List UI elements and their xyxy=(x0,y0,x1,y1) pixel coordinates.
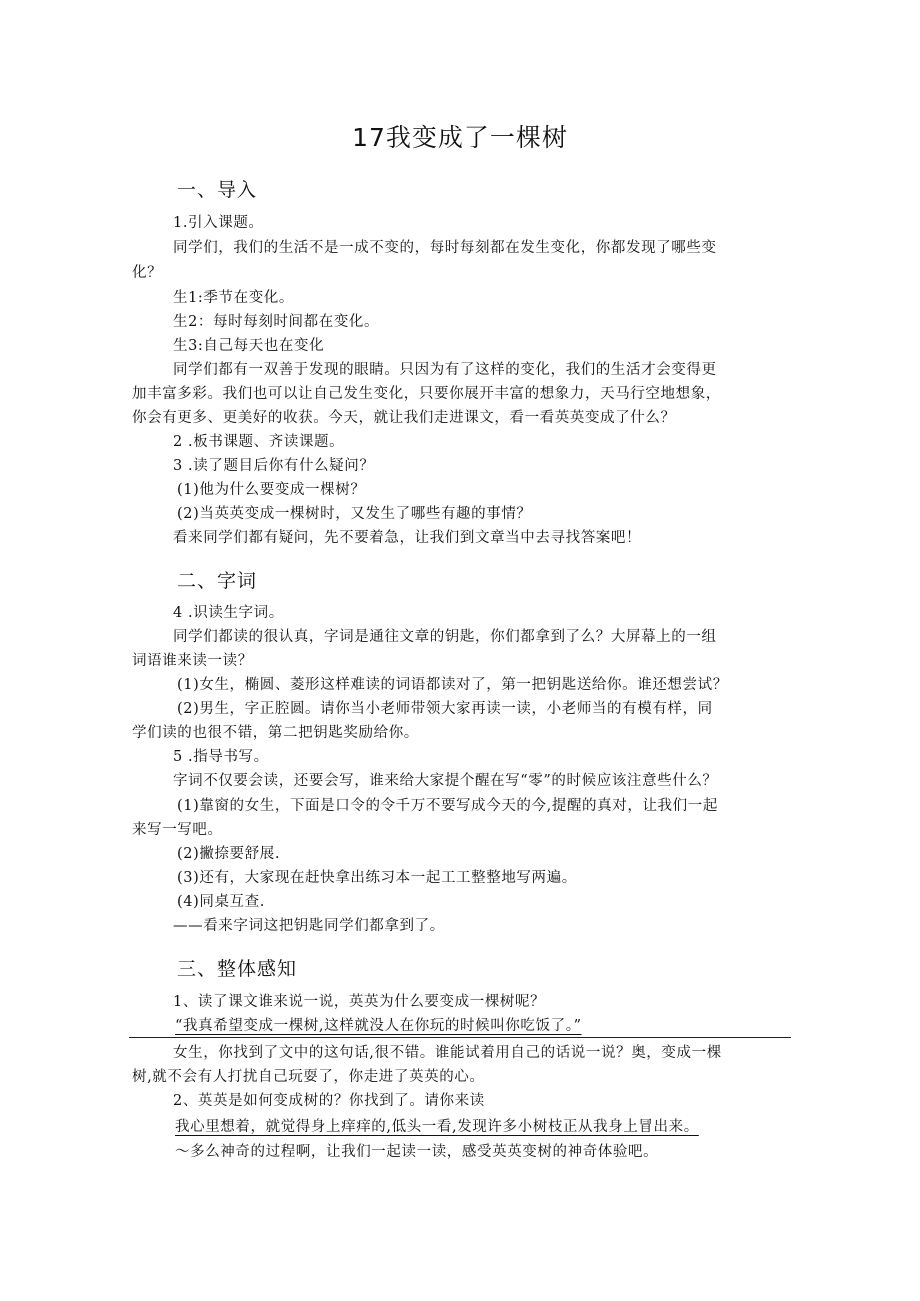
text-line: 2、英英是如何变成树的？你找到了。请你来读 xyxy=(173,1093,485,1109)
text-line: 同学们都有一双善于发现的眼睛。只因为有了这样的变化，我们的生活才会变得更 xyxy=(173,362,717,378)
quoted-sentence: “我真希望变成一棵树,这样就没人在你玩的时候叫你吃饭了。” xyxy=(175,1018,582,1034)
text-line: (2)男生，字正腔圆。请你当小老师带领大家再读一读，小老师当的有模有样，同 xyxy=(177,701,713,717)
text-line: 词语谁来读一读？ xyxy=(132,653,253,669)
text-line: 生3:自己每天也在变化 xyxy=(173,338,325,354)
text-line: 树,就不会有人打扰自己玩耍了，你走进了英英的心。 xyxy=(132,1069,485,1085)
section-heading-overall: 三、整体感知 xyxy=(177,958,298,980)
section-heading-intro: 一、导入 xyxy=(177,179,258,201)
text-line: 看来同学们都有疑问，先不要着急，让我们到文章当中去寻找答案吧！ xyxy=(173,530,642,546)
text-line: 5 .指导书写。 xyxy=(173,749,269,765)
text-line: 同学们，我们的生活不是一成不变的，每时每刻都在发生变化，你都发现了哪些变 xyxy=(173,240,717,256)
text-line: 生1:季节在变化。 xyxy=(173,290,295,306)
text-line: 生2：每时每刻时间都在变化。 xyxy=(173,314,380,330)
divider-line xyxy=(129,1037,791,1038)
text-line: 4 .识读生字词。 xyxy=(173,605,284,621)
text-line: 你会有更多、更美好的收获。今天，就让我们走进课文，看一看英英变成了什么？ xyxy=(132,410,676,426)
page-title: 17我变成了一棵树 xyxy=(352,123,568,152)
text-line: (3)还有，大家现在赶快拿出练习本一起工工整整地写两遍。 xyxy=(177,870,577,886)
text-line: 化？ xyxy=(132,265,163,281)
text-line: 2 .板书课题、齐读课题。 xyxy=(173,434,345,450)
text-line: (1)女生，椭圆、菱形这样难读的词语都读对了，第一把钥匙送给你。谁还想尝试？ xyxy=(177,677,728,693)
text-line: 学们读的也很不错，第二把钥匙奖励给你。 xyxy=(132,725,419,741)
text-line: 3 .读了题目后你有什么疑问？ xyxy=(173,458,375,474)
text-line: 1、读了课文谁来说一说，英英为什么要变成一棵树呢？ xyxy=(173,994,546,1010)
text-line: ～多么神奇的过程啊，让我们一起读一读，感受英英变树的神奇体验吧。 xyxy=(175,1144,659,1160)
text-line: 字词不仅要会读，还要会写，谁来给大家提个醒在写“零”的时候应该注意些什么？ xyxy=(173,773,718,789)
text-line: (4)同桌互查. xyxy=(177,894,265,910)
text-line: 1.引入课题。 xyxy=(173,215,264,231)
text-line: 加丰富多彩。我们也可以让自己发生变化，只要你展开丰富的想象力，天马行空地想象， xyxy=(132,386,721,402)
section-heading-vocabulary: 二、字词 xyxy=(177,570,258,592)
quoted-sentence: 我心里想着，就觉得身上痒痒的,低头一看,发现许多小树枝正从我身上冒出来。 xyxy=(175,1119,699,1135)
text-line: (2)当英英变成一棵树时，又发生了哪些有趣的事情？ xyxy=(177,506,532,522)
text-line: 女生，你找到了文中的这句话,很不错。谁能试着用自己的话说一说？奥，变成一棵 xyxy=(173,1045,722,1061)
text-line: (1)靠窗的女生，下面是口令的令千万不要写成今天的今,提醒的真对，让我们一起 xyxy=(177,798,718,814)
text-line: 同学们都读的很认真，字词是通往文章的钥匙，你们都拿到了么？大屏幕上的一组 xyxy=(173,629,717,645)
text-line: ——看来字词这把钥匙同学们都拿到了。 xyxy=(173,918,445,934)
text-line: (2)撇捺要舒展. xyxy=(177,846,281,862)
text-line: (1)他为什么要变成一棵树？ xyxy=(177,482,366,498)
text-line: 来写一写吧。 xyxy=(132,822,223,838)
